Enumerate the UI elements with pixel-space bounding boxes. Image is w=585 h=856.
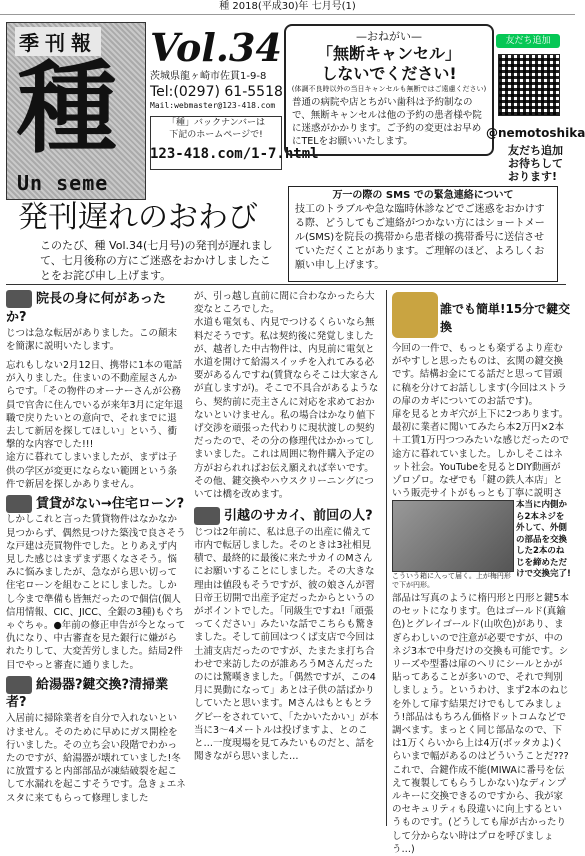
issue-line: 種 2018(平成30)年 七月号(1): [0, 0, 575, 15]
column-1: [6, 290, 186, 805]
line-add-message: [508, 144, 563, 183]
column-3-top: [392, 342, 570, 514]
paragraph: 部品は写真のように楕円形と円形と鍵5本のセットになります。色はゴールド(真鍮色)とグレイゴールド(山吹色)があり、まぎらわしいので注意が必要ですが、中のネジ3本で中身だけの交換も可能です。シリーズや型番は扉のヘリにシールとかが貼ってあることが多いので、それで判別しましょう。というわけ、まず2本のねじを外して扉す結果だけでもしてみましょう!部品はもちろん価格ドットコムなどで調べます。まっとく同じ部品なので、下は1万くらいから上は4万(ボッタカよ)くらいまで幅があるのはどういうことだ???: [392, 593, 570, 763]
request-title-2: しないでください!: [321, 64, 457, 83]
heading-text: 賃貸がない→住宅ローン?: [36, 496, 185, 512]
request-title-1: 「無断キャンセル」: [316, 44, 461, 63]
request-body: 普通の病院や店とちがい歯科は予約制なので、無断キャンセルは他の予約の患者様や院に迷惑がかかります。ご予約の変更はお早めにTELをお願いいたします。: [292, 97, 482, 147]
section-heading: [194, 507, 380, 526]
sms-body: 技工のトラブルや急な臨時休診などでご迷惑をおかけする際、どうしてもご連絡がつかない方にはショートメール(SMS)を院長の携帯から患者様の携帯番号に送信させていただくことがあります。ご理解のほど、よろしくお願い申し上げます。: [295, 204, 545, 271]
divider: [6, 284, 566, 285]
qr-code-icon[interactable]: [498, 54, 560, 116]
column-3-bottom: [392, 592, 570, 856]
request-heading: —おねがい—: [356, 30, 422, 43]
column-divider: [386, 290, 387, 826]
column-2: [194, 290, 380, 763]
lock-parts-photo: [392, 500, 514, 572]
sms-notice: [288, 186, 558, 282]
paragraph: が、引っ越し直前に間に合わなかったら大変なところでした。: [194, 291, 375, 316]
section-heading: [6, 290, 186, 327]
line-add-friend-badge[interactable]: 友だち追加: [496, 34, 560, 48]
logo-subtitle: 季刊報: [15, 27, 101, 56]
phone: Tel:(0297) 61-5518: [150, 84, 283, 100]
paragraph: 今回の一件で、もっとも楽ずるより産むがやすしと思ったものは、玄関の鍵交換です。結構お金にてる話だと思って冒頭に稿を分けてお話しします(今回はストラの扉のカギについてのお話です)。: [392, 343, 567, 407]
paragraph: しかしこれと言った賃貸物件はなかなか見つからず、偶然見つけた築浅で良さそうな戸建は売買物件でした。とりあえず内見した感じはまずまず悪くなさそう。悩みに悩みましたが、急ながら思い切って住宅ローンを組むことにしました。しかし今まで準備も皆無だったので個信(個人信用情報、CIC、JICC、全銀の3種)もぐちゃぐちゃ。●年前の修正申告が今となって仇になり、中古審査を見た銀行に嫌がられたりして、大変苦労しました。結局2件目でやっと審査に通りました。: [6, 514, 186, 671]
backnumber-line2: 下記のホームページで!: [169, 130, 263, 140]
line-handle: @nemotoshika: [486, 126, 585, 140]
backnumber-url[interactable]: 123-418.com/1-7.html: [150, 146, 319, 162]
request-note: (体調不良時以外の当日キャンセルも無断ではご遠慮ください): [291, 85, 487, 93]
volume-number: Vol.34: [150, 25, 282, 70]
page-title: 発刊遅れのおわび: [18, 200, 258, 235]
add-line-1: 友だち追加: [508, 144, 563, 157]
add-line-3: おります!: [508, 170, 558, 183]
apology-text: このたび、種 Vol.34(七月号)の発刊が遅れまして、七月後称の方にご迷惑をおかけしましたことをお詫び申し上げます。: [40, 239, 273, 282]
heading-text: 給湯器?鍵交換?清掃業者?: [6, 677, 169, 711]
paragraph: 忘れもしない2月12日、携帯に1本の電話が入りました。住まいの不動産屋さんからです。「その物件のオーナーさんが公務員で官舎に住んでいるが来年3月に定年退職で戻りたいとの意向で、それまでに退去して新居を探してほしい」という、衝撃的な内容でした!!!: [6, 359, 184, 451]
backnumber-line1: 「種」バックナンバーは: [167, 118, 265, 128]
truck-icon: [6, 290, 32, 308]
truck-icon: [194, 507, 220, 525]
key-banner: 誰でも簡単!15分で鍵交換: [440, 302, 571, 334]
email: Mail:webmaster@123-418.com: [150, 101, 276, 110]
request-box: [284, 24, 494, 156]
paragraph: 途方に暮れてしまいましたが、まずは子供の学区が変更にならない範囲という条件で新居を探しかありません。: [6, 452, 178, 490]
address: 茨城県龍ヶ崎市佐貫1-9-8: [150, 71, 267, 82]
add-line-2: お待ちして: [508, 157, 563, 170]
sms-title: 万一の際の SMS での緊急連絡について: [332, 190, 514, 201]
truck-icon: [6, 495, 32, 513]
paragraph: 水道も電気も、内見でつけるくらいなら無料だそうです。私は契約後に発覚しましたが、越者した中古物件は、内見前に電気と水道を開けて給湯スイッチを入れてみる必要があるんですね(賃貸ならそこは大家さんが直しますが)。そこで不具合があるようなら、契約前に売主さんに対応を求めておかないといけません。私の場合はかなり値下げ交渉を頑張った代わりに現状渡しの契約だったので、その分の修理代はかかってしまいました。これは周囲に物件購入予定の方がおられればお伝え願えれば幸いです。その他、鍵交換やハウスクリーニングについては橋を改めます。: [194, 317, 379, 501]
paragraph: 入居前に掃除業者を自分で入れないといけません。そのために早めにガス開栓を行いました。その立ち会い段階でわかったのですが、給湯器が壊れていました!冬に放置すると内部部品が凍結破裂を起こして水漏れを起こすそうです。急きょエネスタに来てもらって修理しました: [6, 713, 186, 804]
logo-main: 種: [17, 49, 117, 167]
section-heading: [6, 676, 186, 713]
paragraph: じつは急な転居がありました。この顛末を簡潔に説明いたします。: [6, 327, 178, 352]
key-lock-icon: [392, 292, 438, 338]
paragraph: 扉を見るとカギ穴が上下に2つあります。最初に業者に聞いてみたら本2万円×2本＋工賃1万円つつみたいな感じだったので途方に暮れていました。しかしそこはネット社会。YouTubeを見るとDIY動画がゾロゾロ。なぜでも「鍵の鉄人本店」という販売サイトがもっとも丁寧に説明さ: [392, 409, 570, 500]
heading-text: 院長の身に何があったか?: [6, 291, 166, 325]
logo-english: Un seme: [17, 171, 109, 195]
paragraph: じつは2年前に、私は息子の出産に備えて市内で転居しました。そのときは3社相見積で、最終的に最後に来たサカイのMさんにお願いすることにしました。その大きな理由は値段もそうですが、彼の娘さんが習日帝王切開で出産予定だったからというのがポイントでした。「同級生ですね!「頑張ってください」みたいな話でこちらも驚きました。そして前回はつくば支店で今回は土浦支店だったのですが、たまたま打ち合わせで来訪したのが誰あろうMさんだったのには驚嘆きました。「偶然ですが、この4月に異動になって」あとは子供の話ばかりしていたと思います。Mさんはもともとラグビーをされていて、「たかいたかい」が本当に3～4メートルは投げますよ、とのこと…一度現場を見てみたいものだと、話を聞きながら思いました…: [194, 526, 379, 763]
paragraph: これで、合鍵作成不能(MIWAに番号を伝えて複製してもらうしかない)なディンプルキーに交換できるのですから、我が家のセキュリティも段違いに向上するというものです。(どうしても扉が古かったりして分からない時はプロを呼びましょう…): [392, 764, 566, 855]
masthead-logo: [6, 22, 146, 200]
photo-caption: こういう箱に入って届く。上が梅円形で下が円形。: [392, 572, 511, 589]
section-heading: [6, 495, 186, 514]
side-note: 本当に内側から2本ネジを外して、外側の部品を交換した2本のねじを締めただけで交換完了!: [516, 500, 571, 579]
truck-icon: [6, 676, 32, 694]
heading-text: 引越のサカイ、前回の人?: [224, 508, 373, 524]
